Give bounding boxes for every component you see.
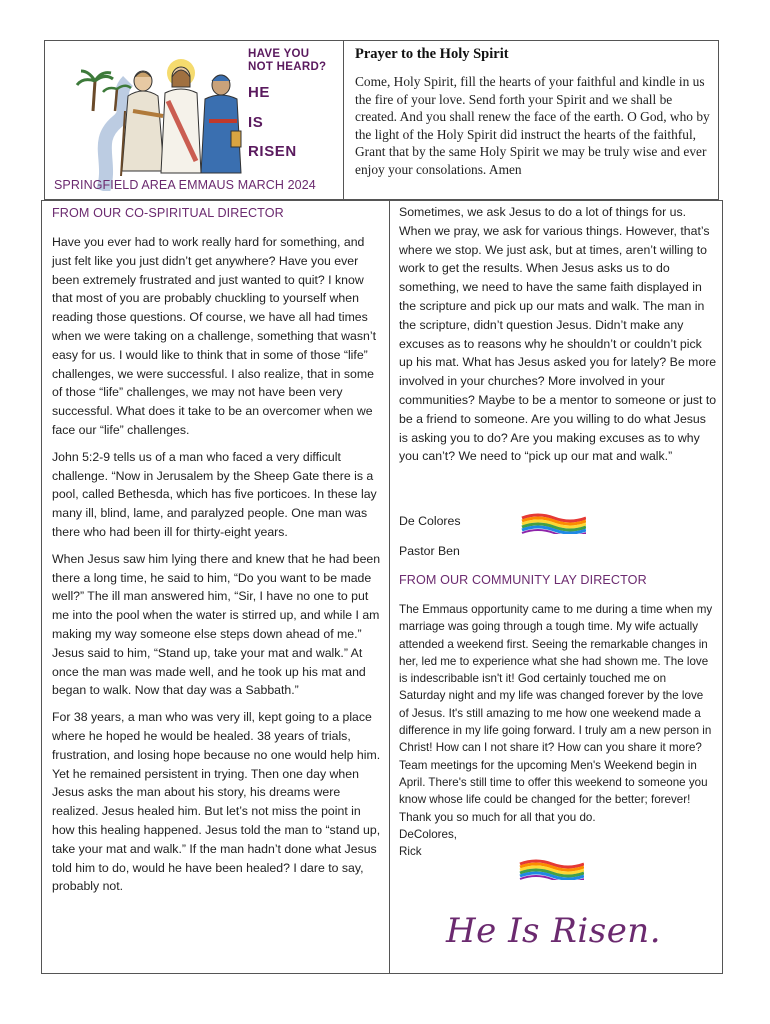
left-column [41,200,390,974]
disciple-figure [201,75,241,173]
co-spiritual-continued [399,203,717,466]
jesus-figure [161,59,201,173]
paragraph: John 5:2-9 tells us of a man who faced a very difficult challenge. “Now in Jerusalem by the Sheep Gate there is a pool, called Bethesda, which has five porticoes. In these lay many ill, blind, lame, and paralyzed people. One man was there who had been ill for thirty-eight years. [52,449,377,539]
co-spiritual-body [52,233,384,904]
right-column [390,200,723,974]
title-risen: RISEN [248,143,297,160]
rainbow-icon [520,512,586,534]
title-he: HE [248,84,271,101]
prayer-text: Come, Holy Spirit, fill the hearts of your faithful and kindle in us the fire of your love. Send forth your Spirit and we shall be created. And you shall renew the face of the earth. O God, who by the light of the Holy Spirit did instruct the hearts of the faithful, Grant that by the same Holy Spirit we may be truly wise and ever enjoy your consolations. Amen [355,74,710,177]
title-is: IS [248,114,264,131]
closing-de-colores: De Colores [399,514,461,528]
prayer-box [344,40,719,200]
paragraph: Have you ever had to work really hard for something, and just felt like you just didn’t get anywhere? Have you ever been extremely frustrated and just wanted to quit? I know that most of you are probably chuckling to yourself when reading those questions. Of course, we have all had times when we were taking on a challenge, something that wasn’t easy for us. I would like to think that in some of those “life” challenges, we were successful. I also realize, that in some of those “life” challenges, we may not have been very successful. What does it take to be an overcomer when we face our “life” challenges. [52,235,377,437]
have-you-not-heard: HAVE YOU NOT HEARD? [248,48,327,73]
paragraph: For 38 years, a man who was very ill, kept going to a place where he hoped he would be healed. 38 years of trials, frustration, and losing hope because no one would help him. Yet he remained persistent in trying. Then one day when Jesus asks the man about his story, his dreams were realized. Jesus healed him. But let’s not miss the point in how this healing happened. Jesus told the man to “stand up, take your mat and walk.” If the man hadn’t done what Jesus told him to do, would he have been healed? I dare to say, probably not. [52,710,381,894]
prayer-title: Prayer to the Holy Spirit [355,46,509,62]
header-box [44,40,344,200]
lay-director-heading: FROM OUR COMMUNITY LAY DIRECTOR [399,573,647,587]
lay-director-body [399,601,714,860]
emmaus-road-illustration [73,51,271,191]
signature-rick: Rick [399,845,422,859]
he-is-risen-script: He Is Risen. [446,911,662,951]
paragraph: Sometimes, we ask Jesus to do a lot of things for us. When we pray, we ask for various things. However, that’s where we stop. We just ask, but at times, aren’t willing to work to get the results. When Jesus asks us to do something, we need to have the same faith displayed in the scripture and pick up our mats and walk. The man in the scripture, didn’t question Jesus. Didn’t make any excuses as to reasons why he shouldn’t or couldn’t pick up his mat. What has Jesus asked you for lately? Be more involved in your churches? More involved in your communities? Maybe to be a mentor to someone or just to be a friend to someone. Are you willing to do what Jesus is asking you to do? Are you making excuses as to why you can’t? We need to “pick up our mat and walk.” [399,205,717,464]
signature-pastor-ben: Pastor Ben [399,544,460,558]
newsletter-edition: SPRINGFIELD AREA EMMAUS MARCH 2024 [54,178,316,192]
closing-decolores: DeColores, [399,827,457,841]
co-spiritual-heading: FROM OUR CO-SPIRITUAL DIRECTOR [52,206,284,220]
paragraph: The Emmaus opportunity came to me during a time when my marriage was going through a tough time. My wife actually attended a weekend first. Seeing the remarkable changes in her, led me to experience what she had shown me. The love is indescribable isn't it! God certainly touched me on Saturday night and my life was changed forever by the love of Jesus. It's still amazing to me how one weekend made a difference in my life going forward. I truly am a new person in Christ! How can I not share it? How can you share it more? Team meetings for the upcoming Men's Weekend begin in April. There's still time to offer this weekend to someone you know whose life could be changed for the better; forever! Thank you so much for all that you do. [399,603,713,824]
paragraph: When Jesus saw him lying there and knew that he had been there a long time, he said to him, “Do you want to be made well?” The ill man answered him, “Sir, I have no one to put me into the pool when the water is stirred up, and while I am making my way someone else steps down ahead of me.” Jesus said to him, “Stand up, take your mat and walk.” At once the man was made well, and he took up his mat and began to walk. Now that day was a Sabbath.” [52,551,381,698]
rainbow-icon [518,858,584,880]
